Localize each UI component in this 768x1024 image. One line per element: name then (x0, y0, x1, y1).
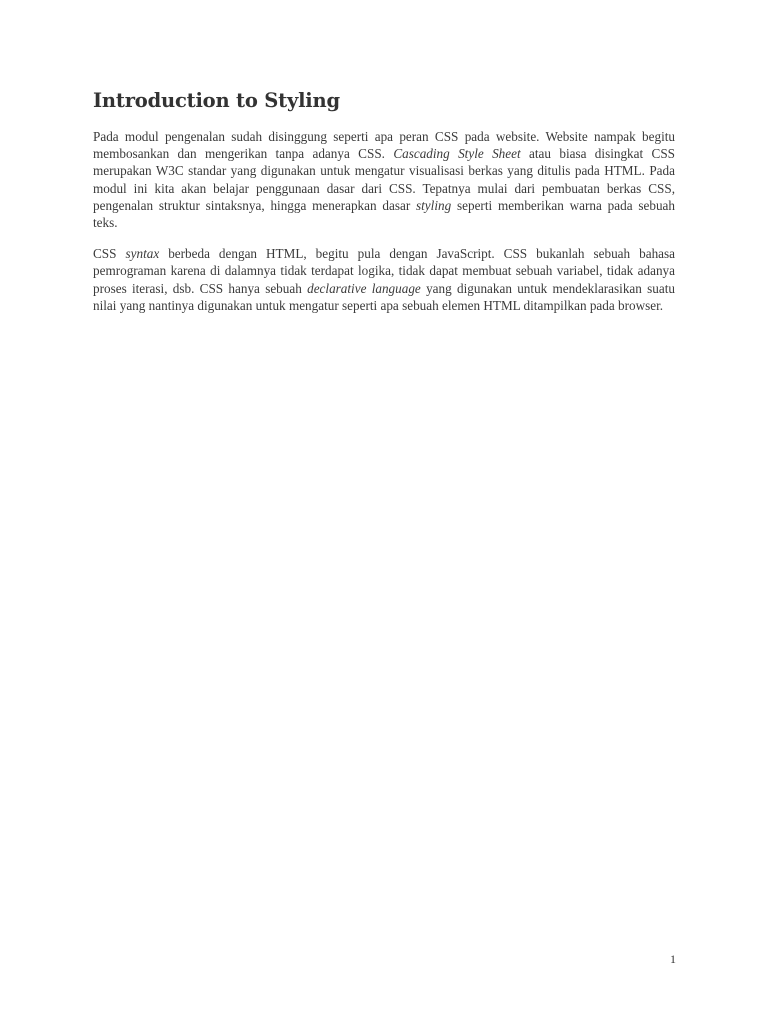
paragraph-1-italic-2: styling (416, 197, 452, 213)
page-title: Introduction to Styling (93, 89, 340, 112)
paragraph-2-text-3: yang digunakan untuk mendeklarasikan suatu nilai yang nantinya digunakan untuk mengatur seperti apa sebuah elemen HTML ditampilkan pada browser. (93, 280, 675, 313)
paragraph-2-text-2: berbeda dengan HTML, begitu pula dengan JavaScript. CSS bukanlah sebuah bahasa pemrograman karena di dalamnya tidak terdapat logika, tidak dapat membuat sebuah variabel, tidak adanya proses iterasi, dsb. CSS hanya sebuah (93, 246, 675, 296)
paragraph-1-italic-1: Cascading Style Sheet (393, 146, 521, 162)
paragraph-2-italic-1: syntax (125, 246, 160, 262)
paragraph-1 (93, 128, 675, 231)
paragraph-1-text-2: atau biasa disingkat CSS merupakan W3C standar yang digunakan untuk mengatur visualisasi berkas yang ditulis pada HTML. Pada modul ini kita akan belajar penggunaan dasar dari CSS. Tepatnya mulai dari pembuatan berkas CSS, pengenalan struktur sintaksnya, hingga menerapkan dasar (93, 146, 675, 213)
paragraph-2 (93, 245, 675, 314)
page-number: 1 (670, 952, 676, 966)
paragraph-2-text-1: CSS (93, 246, 126, 262)
page-content (93, 88, 675, 328)
paragraph-2-italic-2: declarative language (307, 280, 421, 296)
paragraph-1-text-3: seperti memberikan warna pada sebuah teks. (93, 197, 675, 231)
paragraph-1-text-1: Pada modul pengenalan sudah disinggung seperti apa peran CSS pada website. Website nampak begitu membosankan dan mengerikan tanpa adanya CSS. (93, 129, 675, 162)
